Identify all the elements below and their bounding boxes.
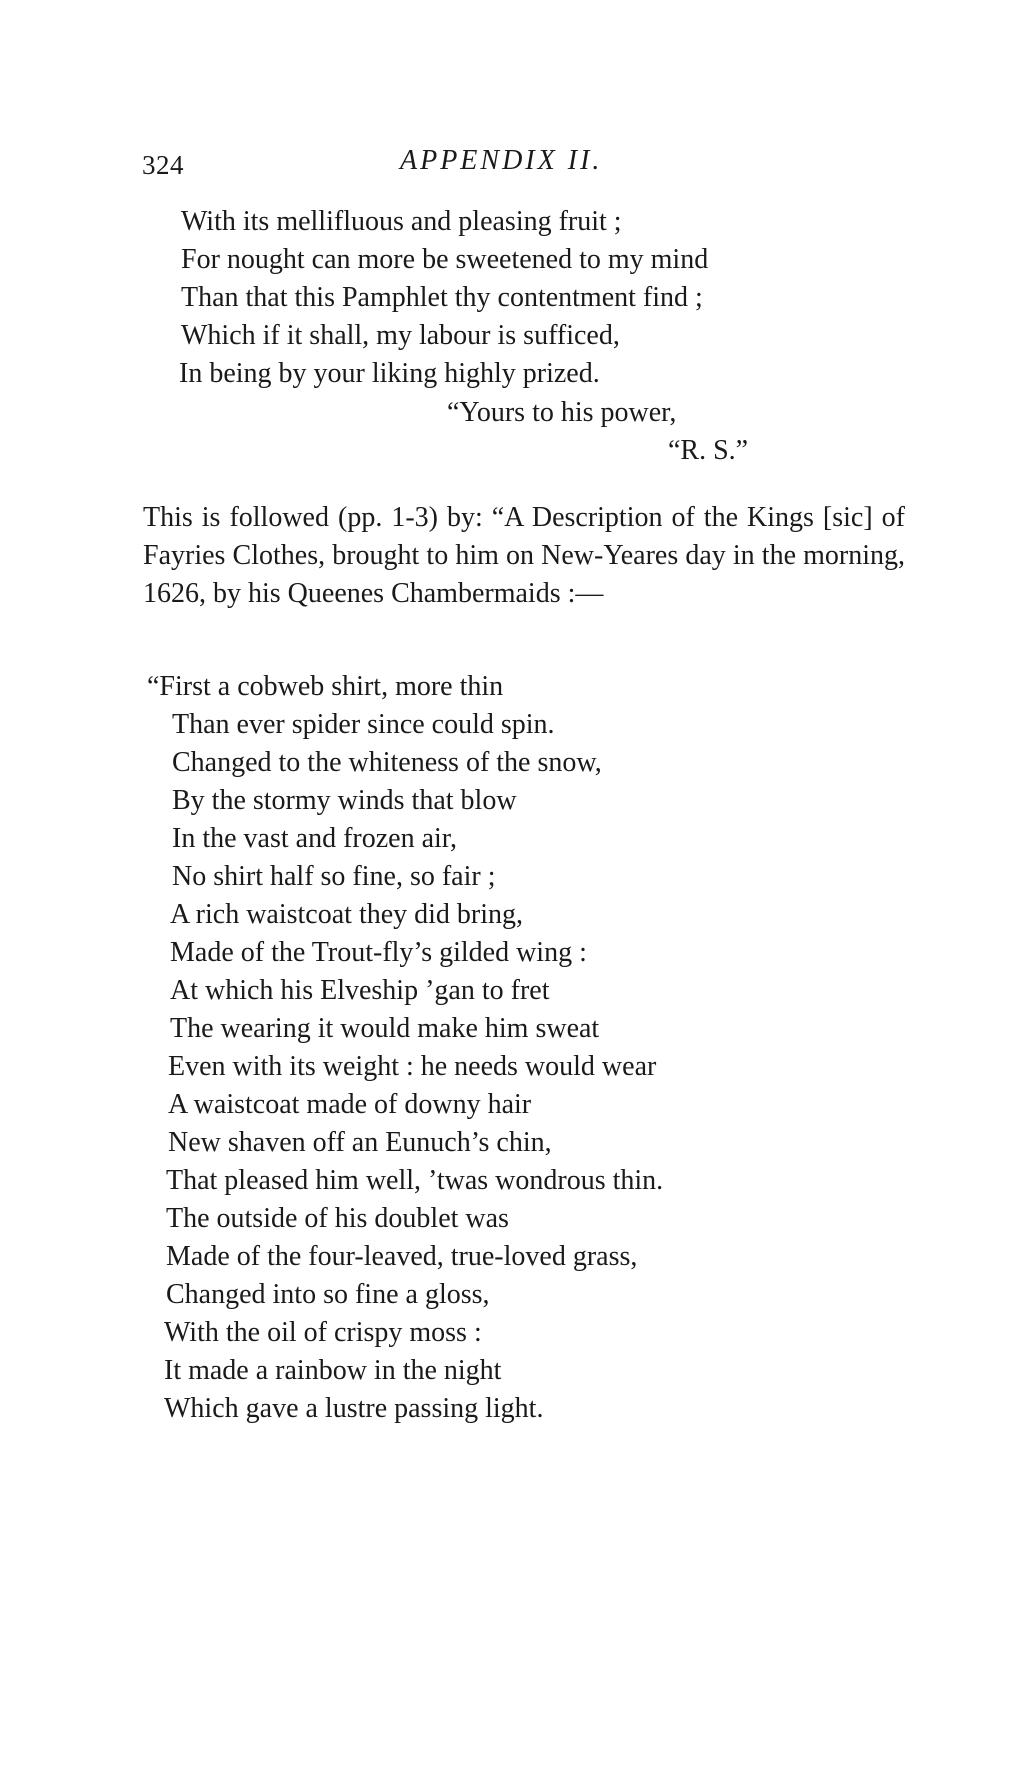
poem-line: It made a rainbow in the night	[164, 1355, 502, 1386]
verse-line: For nought can more be sweetened to my mind	[181, 244, 709, 275]
poem-line: The outside of his doublet was	[166, 1203, 509, 1234]
poem-line: Made of the Trout-fly’s gilded wing :	[170, 937, 587, 968]
poem-line: Made of the four-leaved, true-loved grass,	[166, 1241, 638, 1272]
page-number: 324	[142, 150, 184, 180]
poem-line: No shirt half so fine, so fair ;	[172, 861, 496, 892]
verse-line: In being by your liking highly prized.	[179, 358, 600, 389]
verse-line: With its mellifluous and pleasing fruit ;	[181, 206, 622, 237]
prose-paragraph: This is followed (pp. 1-3) by: “A Description of the Kings [sic] of Fayries Clothes, brought to him on New-Yeares day in the morning, 1626, by his Queenes Chambermaids :—	[143, 502, 905, 609]
closing-line: “Yours to his power,	[447, 397, 677, 428]
poem-line: A rich waistcoat they did bring,	[170, 899, 524, 930]
poem-line: Changed into so fine a gloss,	[166, 1279, 490, 1310]
running-title: APPENDIX II.	[400, 145, 603, 176]
poem-line: Than ever spider since could spin.	[172, 709, 555, 740]
poem-line: At which his Elveship ’gan to fret	[170, 975, 550, 1006]
poem-line: Changed to the whiteness of the snow,	[172, 747, 602, 778]
poem-line: The wearing it would make him sweat	[170, 1013, 600, 1044]
poem-line: New shaven off an Eunuch’s chin,	[168, 1127, 552, 1158]
poem-line: That pleased him well, ’twas wondrous thin.	[166, 1165, 664, 1196]
poem-line: A waistcoat made of downy hair	[168, 1089, 532, 1120]
verse-line: Which if it shall, my labour is sufficed,	[181, 320, 620, 351]
verse-line: Than that this Pamphlet thy contentment find ;	[181, 282, 703, 313]
poem-line: Which gave a lustre passing light.	[164, 1393, 544, 1424]
poem-line: By the stormy winds that blow	[172, 785, 517, 816]
signature: “R. S.”	[668, 435, 749, 466]
poem-line: In the vast and frozen air,	[172, 823, 457, 854]
poem-line: “First a cobweb shirt, more thin	[147, 671, 504, 702]
poem-line: Even with its weight : he needs would wear	[168, 1051, 657, 1082]
poem-line: With the oil of crispy moss :	[164, 1317, 482, 1348]
